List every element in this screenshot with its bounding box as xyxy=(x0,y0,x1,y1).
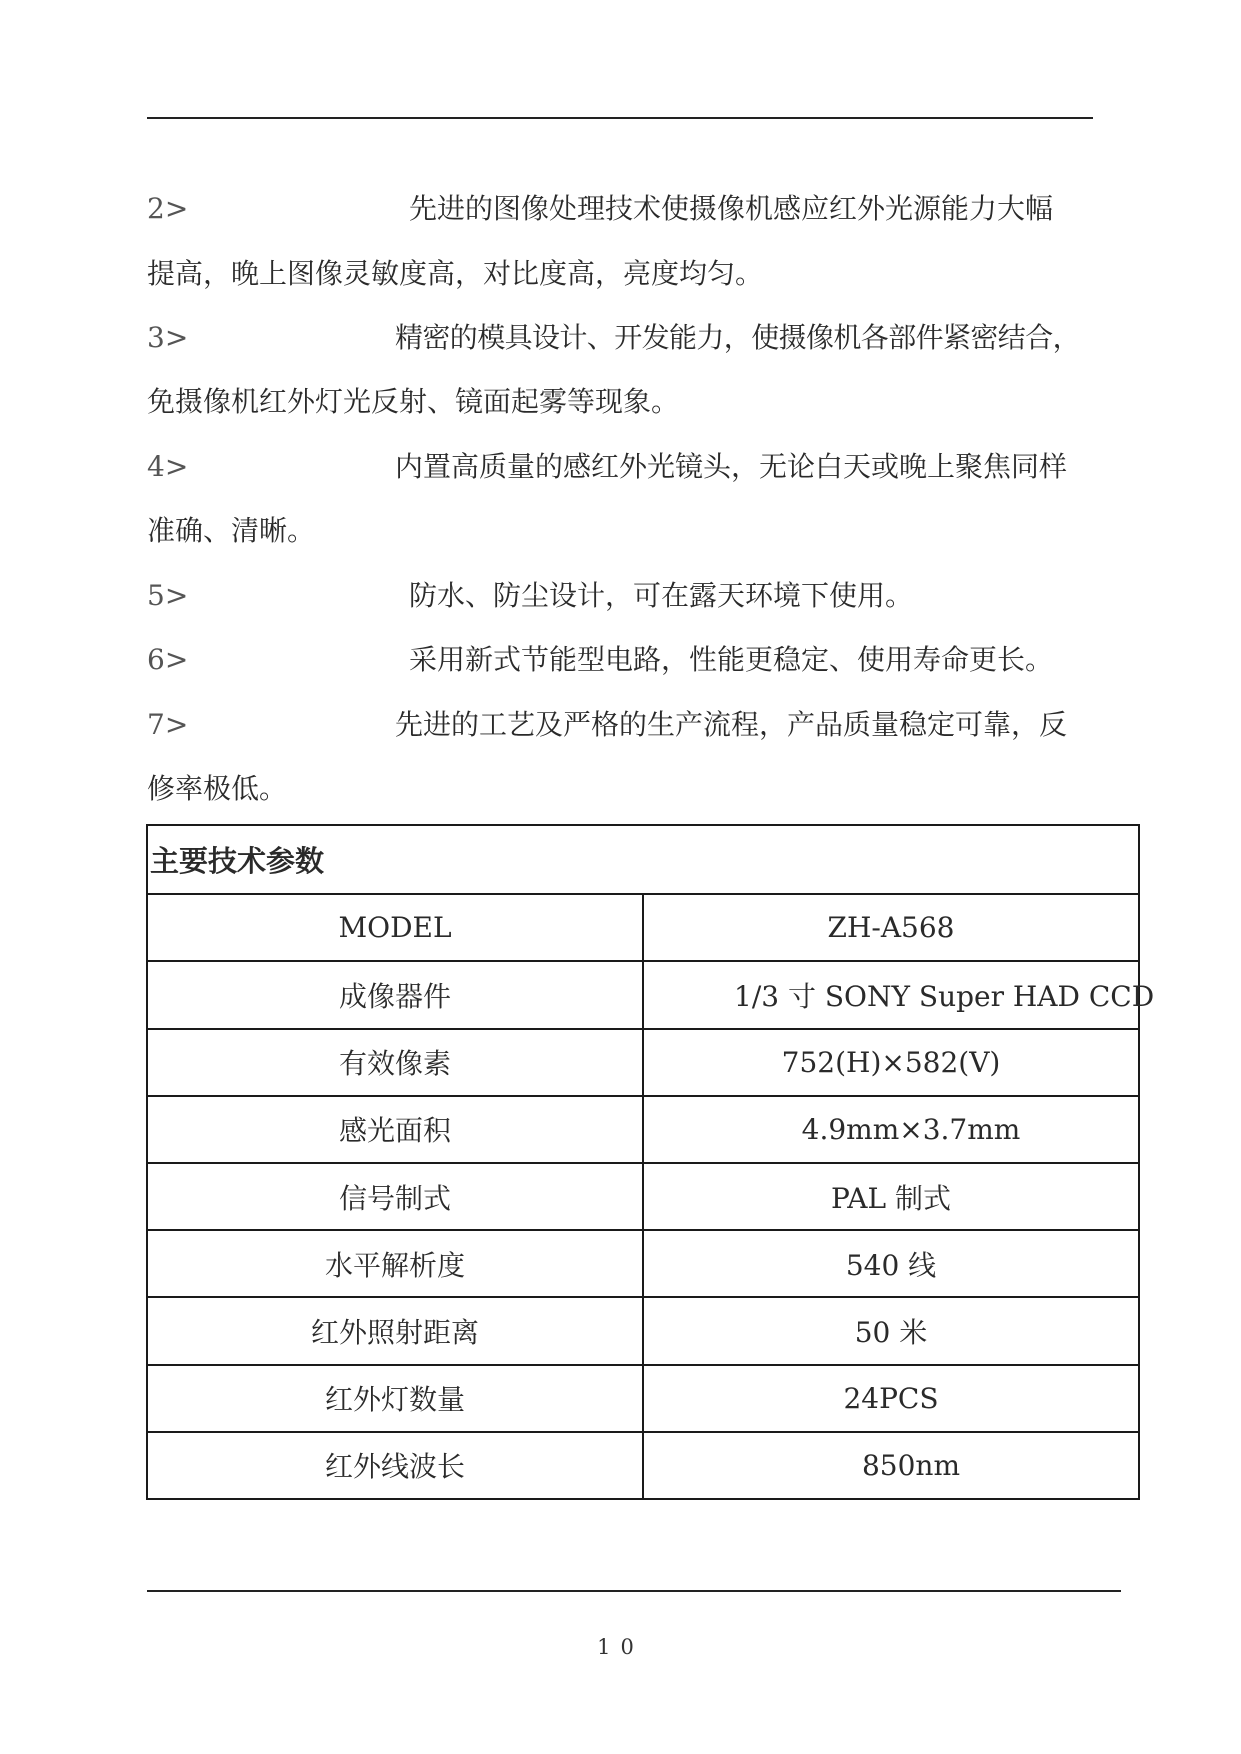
footer-rule xyxy=(147,1590,1121,1592)
feature-number: 5> xyxy=(147,579,189,612)
spec-label: 感光面积 xyxy=(147,1096,643,1163)
table-row xyxy=(147,961,1139,1028)
table-row xyxy=(147,894,1139,961)
feature-number: 3> xyxy=(147,321,189,354)
table-row xyxy=(147,1163,1139,1230)
feature-text: 采用新式节能型电路，性能更稳定、使用寿命更长。 xyxy=(409,643,1054,676)
spec-value: ZH-A568 xyxy=(643,894,1139,961)
feature-text-continued: 准确、清晰。 xyxy=(147,514,316,547)
spec-table xyxy=(146,824,1155,1500)
spec-label: 成像器件 xyxy=(147,961,643,1028)
table-row xyxy=(147,1297,1139,1364)
feature-text: 先进的工艺及严格的生产流程，产品质量稳定可靠，反 xyxy=(395,708,1068,741)
spec-label: 水平解析度 xyxy=(147,1230,643,1297)
feature-text-continued: 提高，晚上图像灵敏度高，对比度高，亮度均匀。 xyxy=(147,257,764,290)
spec-value: 24PCS xyxy=(643,1365,1139,1432)
spec-label: 有效像素 xyxy=(147,1029,643,1096)
feature-text: 精密的模具设计、开发能力，使摄像机各部件紧密结合， xyxy=(395,321,1081,354)
feature-text: 内置高质量的感红外光镜头，无论白天或晚上聚焦同样 xyxy=(395,450,1068,483)
spec-value: PAL 制式 xyxy=(643,1163,1139,1230)
spec-value: 752(H)×582(V) xyxy=(643,1029,1139,1096)
table-row xyxy=(147,1029,1139,1096)
feature-number: 4> xyxy=(147,450,189,483)
spec-value: 4.9mm×3.7mm xyxy=(643,1096,1139,1163)
spec-value: 540 线 xyxy=(643,1230,1139,1297)
spec-label: 红外灯数量 xyxy=(147,1365,643,1432)
feature-text: 先进的图像处理技术使摄像机感应红外光源能力大幅 xyxy=(409,192,1054,225)
page-number: 10 xyxy=(597,1635,644,1659)
spec-label: 信号制式 xyxy=(147,1163,643,1230)
table-row xyxy=(147,1432,1139,1499)
header-rule xyxy=(147,117,1093,119)
spec-value: 1/3 寸 SONY Super HAD CCD xyxy=(643,961,1139,1028)
feature-number: 2> xyxy=(147,192,189,225)
spec-table-title-row xyxy=(147,825,1139,894)
feature-text: 防水、防尘设计，可在露天环境下使用。 xyxy=(409,579,914,612)
table-row xyxy=(147,1096,1139,1163)
spec-value: 850nm xyxy=(643,1432,1139,1499)
feature-number: 6> xyxy=(147,643,189,676)
spec-table-title: 主要技术参数 xyxy=(147,825,1139,894)
feature-number: 7> xyxy=(147,708,189,741)
feature-text-continued: 修率极低。 xyxy=(147,772,288,805)
table-row xyxy=(147,1365,1139,1432)
spec-label: 红外照射距离 xyxy=(147,1297,643,1364)
feature-text-continued: 免摄像机红外灯光反射、镜面起雾等现象。 xyxy=(147,385,680,418)
spec-value: 50 米 xyxy=(643,1297,1139,1364)
spec-label: 红外线波长 xyxy=(147,1432,643,1499)
table-row xyxy=(147,1230,1139,1297)
spec-label: MODEL xyxy=(147,894,643,961)
